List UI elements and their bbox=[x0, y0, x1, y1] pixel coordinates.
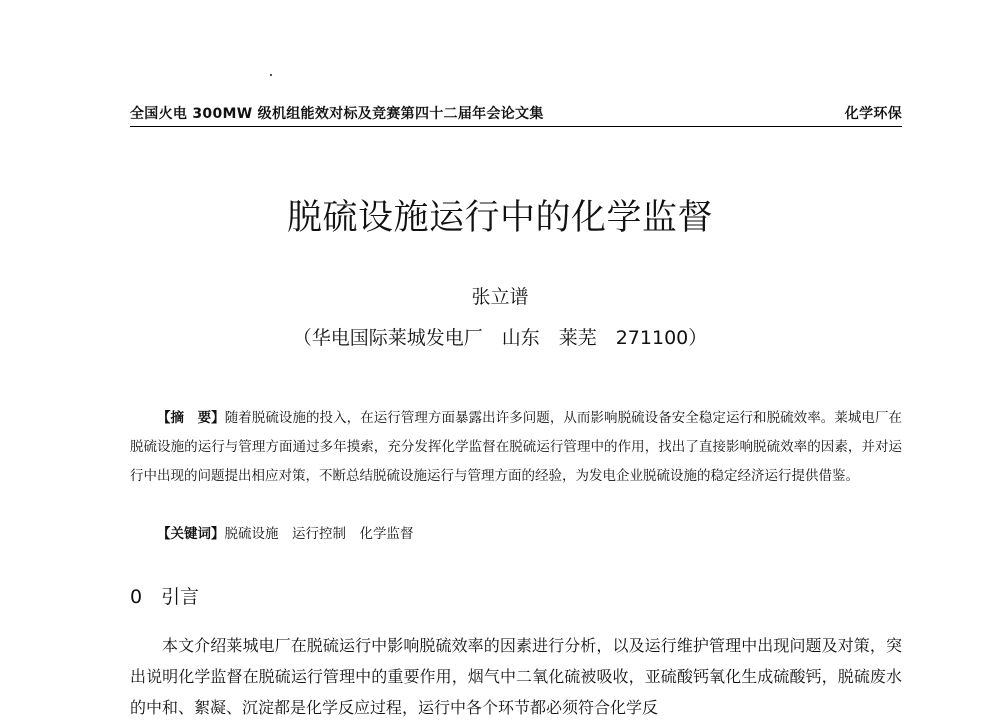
keywords bbox=[130, 520, 929, 549]
abstract-text: 随着脱硫设施的投入，在运行管理方面暴露出许多问题，从而影响脱硫设备安全稳定运行和脱硫效率。莱城电厂在脱硫设施的运行与管理方面通过多年摸索，充分发挥化学监督在脱硫运行管理中的作用，找出了直接影响脱硫效率的因素，并对运行中出现的问题提出相应对策，不断总结脱硫设施运行与管理方面的经验，为发电企业脱硫设施的稳定经济运行提供借鉴。 bbox=[130, 410, 903, 484]
keywords-text: 脱硫设施 运行控制 化学监督 bbox=[224, 526, 414, 542]
section-heading: 0 引言 bbox=[130, 586, 200, 608]
body-paragraph: 本文介绍莱城电厂在脱硫运行中影响脱硫效率的因素进行分析，以及运行维护管理中出现问题及对策，突出说明化学监督在脱硫运行管理中的重要作用，烟气中二氧化硫被吸收，亚硫酸钙氧化生成硫酸钙，脱硫废水的中和、絮凝、沉淀都是化学反应过程，运行中各个环节都必须符合化学反 bbox=[130, 636, 902, 717]
running-header bbox=[130, 100, 902, 126]
abstract bbox=[130, 404, 902, 491]
abstract-label: 【摘 要】 bbox=[157, 410, 225, 426]
scan-speck bbox=[270, 74, 272, 76]
author-name: 张立谱 bbox=[471, 286, 529, 308]
header-proceedings-title: 全国火电 300MW 级机组能效对标及竞赛第四十二届年会论文集 bbox=[130, 106, 544, 122]
header-rule bbox=[130, 126, 902, 127]
header-section-name: 化学环保 bbox=[844, 106, 902, 122]
abstract-paragraph bbox=[130, 404, 902, 491]
keywords-label: 【关键词】 bbox=[157, 526, 225, 542]
body-text bbox=[130, 630, 902, 723]
author-affiliation: （华电国际莱城发电厂 山东 莱芜 271100） bbox=[292, 327, 708, 349]
paper-title: 脱硫设施运行中的化学监督 bbox=[286, 198, 713, 238]
